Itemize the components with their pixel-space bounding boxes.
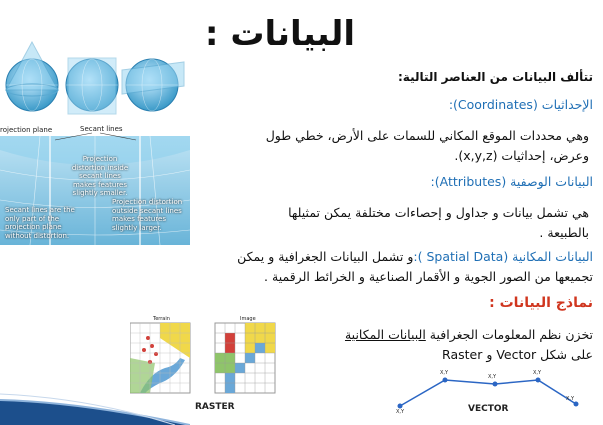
globe-cylinder-icon (66, 58, 118, 114)
caption-secant: Secant lines are the only part of the projection plane without distortion. (5, 206, 75, 240)
caption-outside: Projection distortion outside secant lines makes features slightly larger. (112, 198, 183, 232)
models-line1-prefix: تخزن نظم المعلومات الجغرافية (429, 327, 593, 342)
vector-point-label: X,Y (488, 374, 497, 380)
label-secant-lines: Secant lines (80, 125, 123, 133)
coordinates-line2: وعرض، إحداثيات (x,y,z). (454, 148, 589, 163)
vector-point-label: X,Y (533, 370, 542, 376)
label-raster: RASTER (195, 402, 235, 412)
models-line2: على شكل Vector و Raster (442, 347, 593, 362)
vector-node (536, 378, 541, 383)
vector-polyline (400, 380, 576, 406)
slide-title: البيانات : (204, 14, 355, 54)
vector-point-label: X,Y (396, 409, 405, 415)
caption-inside: Projection distortion inside secant lines makes features slightly smaller. (71, 155, 129, 197)
globe-cone-icon (6, 42, 58, 111)
label-terrain: Terrain (153, 316, 170, 322)
vector-point-label: X,Y (440, 370, 449, 376)
models-line1 (345, 325, 593, 344)
intro-text: تتألف البيانات من العناصر التالية: (398, 70, 593, 84)
label-image: Image (240, 316, 256, 322)
label-vector: VECTOR (468, 404, 509, 414)
attributes-heading: البيانات الوصفية (Attributes): (430, 174, 593, 189)
decorative-wave (0, 380, 190, 425)
spatial-line1 (237, 247, 593, 266)
vector-node (574, 402, 579, 407)
coordinates-line1: وهي محددات الموقع المكاني للسمات على الأرض، خطي طول (265, 128, 589, 143)
models-line1-underlined: البيانات المكانية (344, 327, 426, 342)
attributes-line1: هي تشمل بيانات و جداول و إحصاءات مختلفة يمكن تمثيلها (288, 205, 589, 220)
coordinates-heading: الإحداثيات (Coordinates): (448, 97, 593, 112)
attributes-line2: بالطبيعة . (539, 225, 589, 240)
label-projection-plane: rojection plane (0, 126, 53, 134)
raster-image-panel (215, 323, 275, 393)
vector-node (493, 382, 498, 387)
spatial-line1-rest: و تشمل البيانات الجغرافية و يمكن (237, 249, 414, 264)
spatial-line2: تجميعها من الصور الجوية و الأقمار الصناعية و الخرائط الرقمية . (264, 269, 593, 284)
spatial-heading: البيانات المكانية (Spatial Data ): (413, 249, 593, 264)
vector-point-label: X,Y (566, 396, 575, 402)
models-heading: نماذج البيانات : (489, 295, 593, 311)
vector-node (443, 378, 448, 383)
vector-node (398, 404, 403, 409)
